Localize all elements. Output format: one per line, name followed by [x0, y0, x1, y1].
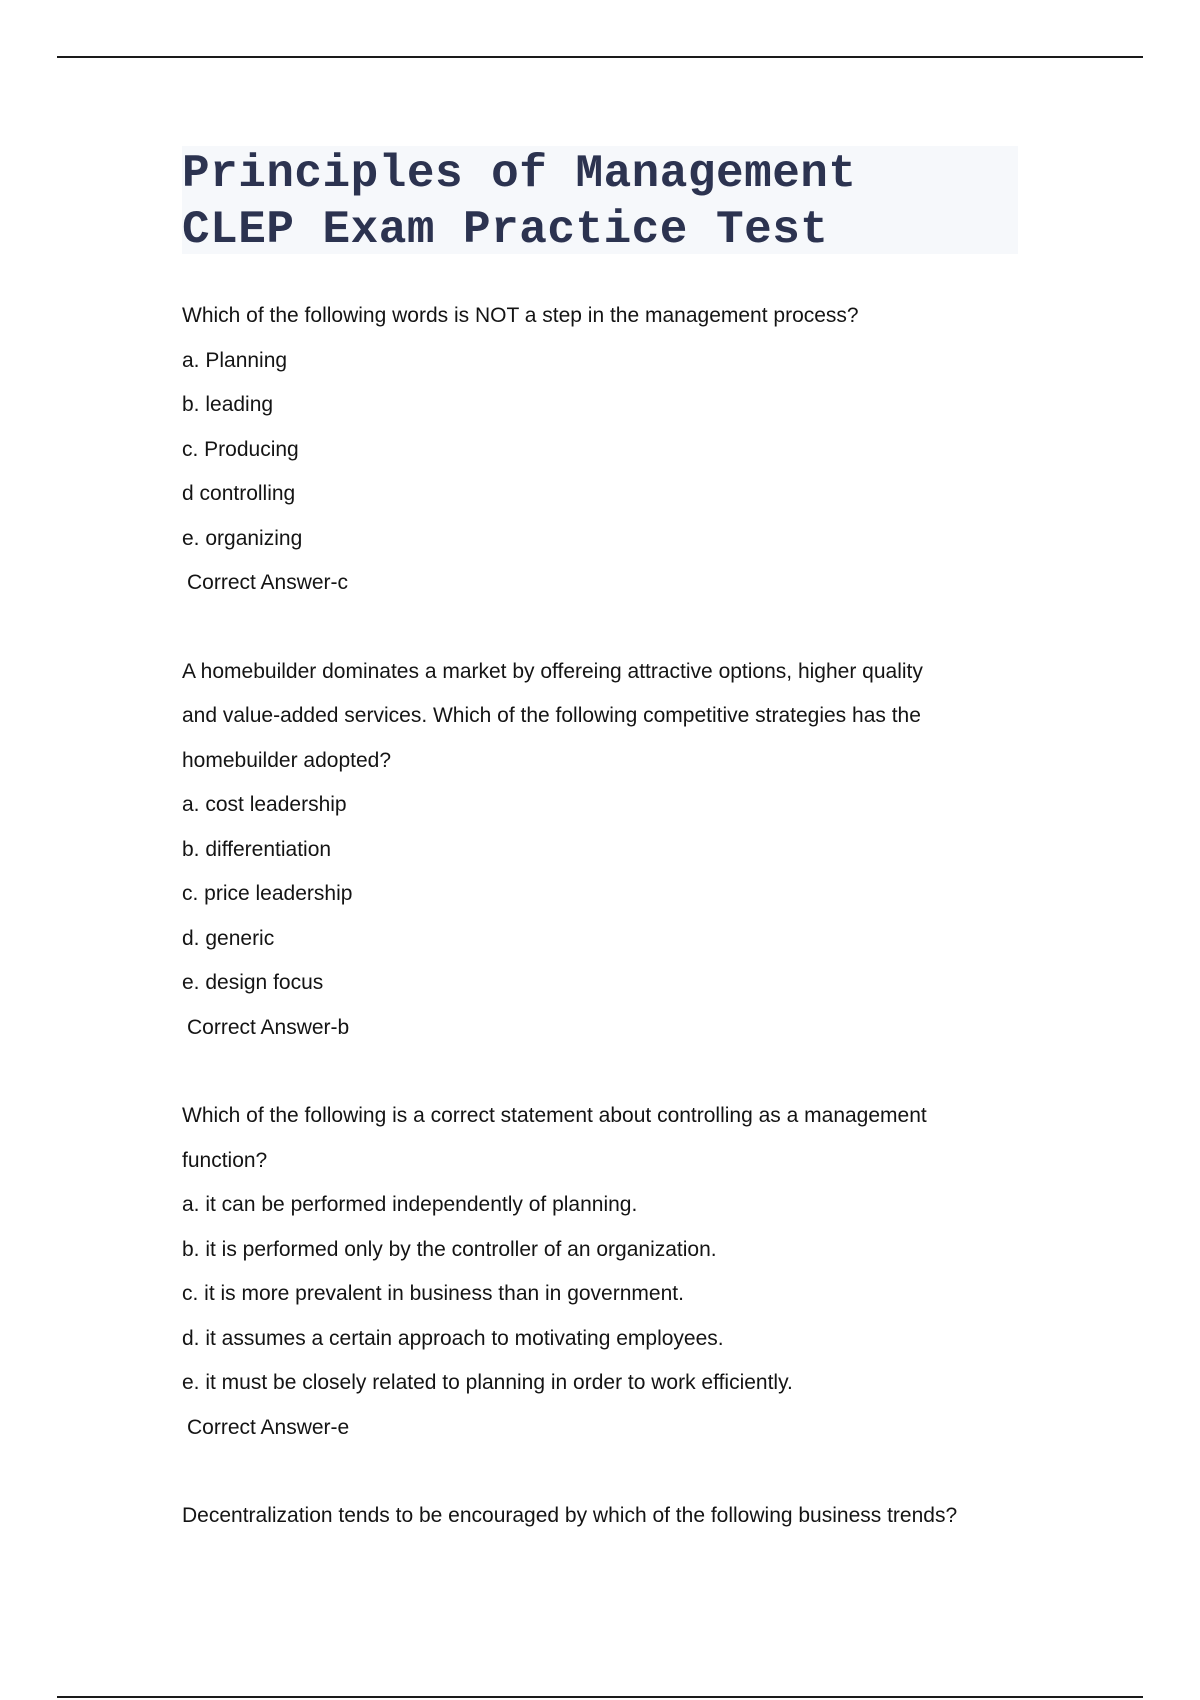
question-3-option-b: b. it is performed only by the controller of an organization. — [182, 1237, 717, 1261]
question-1-option-a: a. Planning — [182, 348, 288, 372]
question-1-option-e: e. organizing — [182, 526, 303, 550]
question-3-stem-line-1: Which of the following is a correct statement about controlling as a management — [182, 1104, 927, 1127]
question-3-option-a: a. it can be performed independently of planning. — [182, 1193, 638, 1216]
question-list — [182, 294, 1022, 1539]
question-1-option-c: c. Producing — [182, 437, 299, 461]
question-3-option-e: e. it must be closely related to planning in order to work efficiently. — [182, 1371, 793, 1394]
title-block — [182, 146, 1018, 254]
question-1-option-b: b. leading — [182, 393, 274, 416]
document-title — [182, 146, 1018, 258]
header-rule — [57, 56, 1143, 58]
question-2-option-a: a. cost leadership — [182, 793, 347, 816]
question-2-option-e: e. design focus — [182, 971, 324, 994]
question-1-stem: Which of the following words is NOT a step in the management process? — [182, 304, 859, 327]
question-3-answer: Correct Answer-e — [187, 1415, 350, 1439]
question-2-stem-line-2: and value-added services. Which of the following competitive strategies has the — [182, 704, 921, 727]
question-2-stem-line-1: A homebuilder dominates a market by offereing attractive options, higher quality — [182, 659, 923, 683]
title-line-1: Principles of Management — [182, 148, 857, 200]
question-2 — [182, 650, 1022, 1051]
document-body — [182, 146, 1022, 1583]
question-4-stem: Decentralization tends to be encouraged by which of the following business trends? — [182, 1504, 958, 1527]
question-2-answer: Correct Answer-b — [187, 1015, 350, 1039]
footer-rule — [57, 1696, 1143, 1698]
question-2-option-d: d. generic — [182, 926, 275, 950]
question-3 — [182, 1094, 1022, 1450]
question-2-stem-line-3: homebuilder adopted? — [182, 748, 391, 772]
question-4 — [182, 1494, 1022, 1539]
question-3-option-d: d. it assumes a certain approach to motivating employees. — [182, 1326, 724, 1350]
title-line-2: CLEP Exam Practice Test — [182, 204, 829, 256]
question-2-option-b: b. differentiation — [182, 837, 332, 861]
question-2-option-c: c. price leadership — [182, 882, 353, 905]
question-1-answer: Correct Answer-c — [187, 571, 349, 594]
question-3-stem-line-2: function? — [182, 1148, 268, 1172]
question-3-option-c: c. it is more prevalent in business than in government. — [182, 1282, 684, 1305]
question-1 — [182, 294, 1022, 606]
question-1-option-d: d controlling — [182, 482, 296, 505]
